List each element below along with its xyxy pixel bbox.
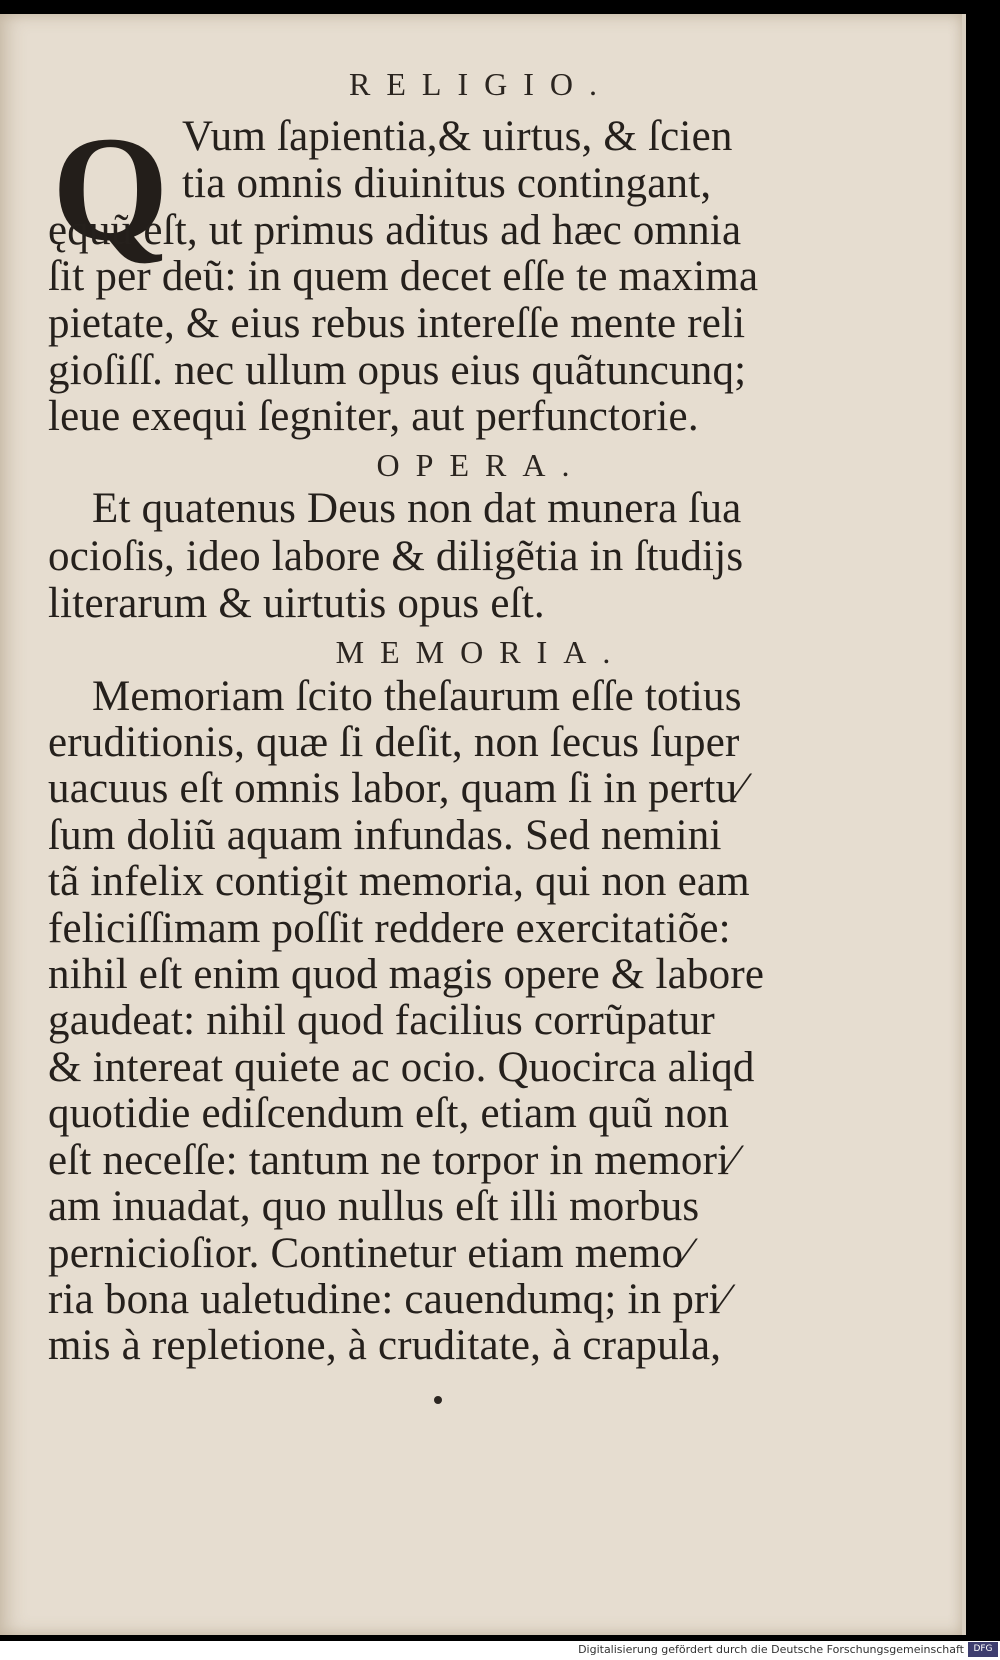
book-page xyxy=(0,14,966,1635)
footer-credit: Digitalisierung gefördert durch die Deutsche Forschungsgemeinschaft xyxy=(578,1643,964,1656)
text-line: quotidie ediſcendum eſt, etiam quũ non xyxy=(48,1090,730,1137)
text-line: feliciſſimam poſſit reddere exercitatiõe: xyxy=(48,905,731,952)
section-heading-opera: OPERA. xyxy=(376,447,586,483)
text-line: uacuus eſt omnis labor, quam ſi in pertu⁄ xyxy=(48,765,745,812)
text-line: gaudeat: nihil quod facilius corrũpatur xyxy=(48,997,715,1044)
text-line: pietate, & eius rebus intereſſe mente reli xyxy=(48,300,746,347)
text-line: nihil eſt enim quod magis opere & labore xyxy=(48,951,765,998)
text-line: mis à repletione, à cruditate, à crapula, xyxy=(48,1322,722,1369)
text-line: ſit per deũ: in quem decet eſſe te maxima xyxy=(48,253,759,300)
text-line: ęquũ eſt, ut primus aditus ad hæc omnia xyxy=(48,207,742,254)
dfg-logo-icon: DFG xyxy=(968,1642,998,1657)
text-line: Et quatenus Deus non dat munera ſua xyxy=(92,485,742,532)
text-line: Vum ſapientia,& uirtus, & ſcien xyxy=(182,113,733,160)
text-line: eſt neceſſe: tantum ne torpor in memori⁄ xyxy=(48,1137,737,1184)
page-mark xyxy=(434,1396,442,1404)
running-head: RELIGIO. xyxy=(349,66,613,102)
text-line: am inuadat, quo nullus eſt illi morbus xyxy=(48,1183,700,1230)
text-line: gioſiſſ. nec ullum opus eius quãtuncunq; xyxy=(48,347,747,394)
text-line: ria bona ualetudine: cauendumq; in pri⁄ xyxy=(48,1276,729,1323)
text-line: ſum doliũ aquam infundas. Sed nemini xyxy=(48,812,722,859)
text-line: tia omnis diuinitus contingant, xyxy=(182,160,712,207)
text-line: leue exequi ſegniter, aut perfunctorie. xyxy=(48,393,699,440)
dropcap-initial: Q xyxy=(52,106,169,272)
text-line: & intereat quiete ac ocio. Quocirca aliqd xyxy=(48,1044,755,1091)
text-line: tã infelix contigit memoria, qui non eam xyxy=(48,858,750,905)
text-line: eruditionis, quæ ſi deſit, non ſecus ſuper xyxy=(48,719,740,766)
text-line: Memoriam ſcito theſaurum eſſe totius xyxy=(92,673,742,720)
text-line: pernicioſior. Continetur etiam memo⁄ xyxy=(48,1230,691,1277)
text-line: literarum & uirtutis opus eſt. xyxy=(48,580,545,627)
text-line: ocioſis, ideo labore & diligẽtia in ſtudijs xyxy=(48,533,744,580)
section-heading-memoria: MEMORIA. xyxy=(335,634,627,670)
